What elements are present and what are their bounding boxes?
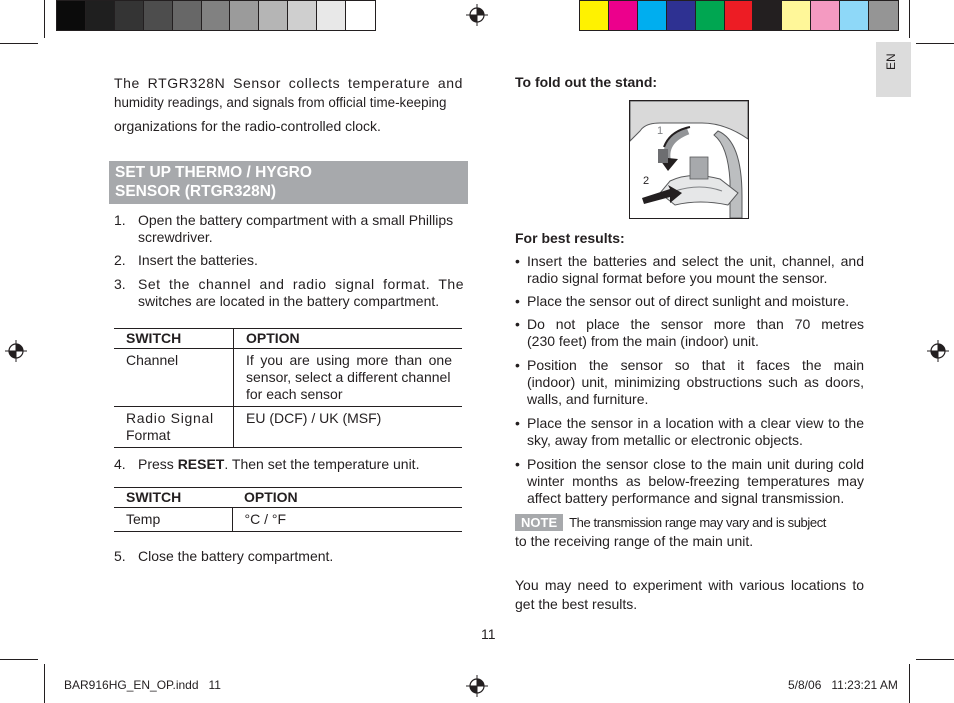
table-cell: If you are using more than one	[246, 352, 452, 368]
language-tab	[876, 42, 911, 97]
color-swatch	[57, 1, 86, 30]
process-color-bar	[579, 0, 899, 31]
color-swatch	[115, 1, 144, 30]
callout-2: 2	[643, 175, 650, 187]
step-text: screwdriver.	[138, 229, 213, 245]
color-swatch	[86, 1, 115, 30]
crop-mark	[916, 659, 954, 660]
step-number: 4.	[114, 456, 126, 472]
section-heading	[109, 161, 468, 204]
crop-mark	[0, 43, 38, 44]
color-swatch	[782, 1, 811, 30]
footer-file-name: BAR916HG_EN_OP.indd 11	[64, 678, 221, 692]
crop-mark	[44, 0, 45, 38]
closing-line: You may need to experiment with various locations to	[515, 577, 864, 593]
color-swatch	[202, 1, 231, 30]
bullet-text: (indoor) unit, minimizing obstructions such as doors,	[527, 374, 864, 390]
section-heading-line: SENSOR (RTGR328N)	[115, 183, 277, 200]
color-swatch	[753, 1, 782, 30]
step-text: Insert the batteries.	[138, 252, 258, 268]
table-header: SWITCH	[114, 488, 232, 508]
table-cell: Temp	[114, 508, 232, 532]
bullet-text: Place the sensor in a location with a clear view to the	[527, 415, 864, 431]
stand-illustration	[629, 100, 749, 219]
reset-keyword: RESET	[177, 456, 225, 472]
color-swatch	[173, 1, 202, 30]
bullet-text: radio signal format before you mount the sensor.	[527, 270, 828, 286]
color-swatch	[259, 1, 288, 30]
bullet-icon: •	[515, 415, 520, 431]
stand-diagram-icon	[630, 101, 748, 218]
language-tab-label: EN	[884, 53, 898, 70]
table-header: SWITCH	[114, 329, 234, 349]
registration-mark-icon	[466, 4, 488, 26]
switch-table-2	[114, 487, 462, 532]
color-swatch	[144, 1, 173, 30]
footer-timestamp: 5/8/06 11:23:21 AM	[788, 678, 898, 692]
color-swatch	[811, 1, 840, 30]
registration-mark-icon	[466, 675, 488, 697]
best-results-title: For best results:	[515, 230, 625, 246]
bullet-text: Place the sensor out of direct sunlight and moisture.	[527, 293, 850, 309]
bullet-text: affect battery performance and signal transmission.	[527, 490, 845, 506]
bullet-text: Position the sensor close to the main unit during cold	[527, 456, 864, 472]
color-swatch	[317, 1, 346, 30]
color-swatch	[230, 1, 259, 30]
step-text: switches are located in the battery compartment.	[138, 293, 440, 309]
intro-line: The RTGR328N Sensor collects temperature and	[114, 75, 463, 91]
page-number: 11	[481, 626, 496, 642]
color-swatch	[696, 1, 725, 30]
closing-paragraph	[515, 576, 864, 614]
table-row	[114, 407, 462, 448]
crop-mark	[916, 43, 954, 44]
bullet-text: sky, away from metallic or electronic objects.	[527, 432, 803, 448]
table-cell: Radio Signal	[126, 410, 214, 426]
step-text: Set the channel and radio signal format. The	[138, 276, 464, 292]
color-swatch	[609, 1, 638, 30]
bullet-icon: •	[515, 293, 520, 309]
color-swatch	[840, 1, 869, 30]
bullet-text: walls, and furniture.	[527, 391, 649, 407]
note-text: to the receiving range of the main unit.	[515, 533, 754, 549]
stand-title: To fold out the stand:	[515, 74, 658, 90]
step-text: Open the battery compartment with a small Phillips	[138, 212, 454, 228]
table-cell: Channel	[126, 352, 179, 368]
intro-line: organizations for the radio-controlled clock.	[114, 118, 381, 134]
bullet-icon: •	[515, 253, 520, 269]
table-cell: for each sensor	[246, 386, 343, 402]
table-row	[114, 508, 462, 532]
table-row	[114, 349, 462, 407]
note-block	[515, 514, 865, 550]
section-heading-line: SET UP THERMO / HYGRO	[115, 164, 312, 181]
step-text: Close the battery compartment.	[138, 548, 334, 564]
color-swatch	[580, 1, 609, 30]
color-swatch	[288, 1, 317, 30]
color-swatch	[725, 1, 754, 30]
bullet-icon: •	[515, 357, 520, 373]
crop-mark	[909, 664, 910, 703]
bullet-icon: •	[515, 456, 520, 472]
closing-line: get the best results.	[515, 596, 638, 612]
crop-mark	[909, 0, 910, 38]
registration-mark-icon	[927, 340, 949, 362]
bullet-icon: •	[515, 316, 520, 332]
table-cell: sensor, select a different channel	[246, 369, 451, 385]
callout-1: 1	[657, 125, 664, 137]
step-number: 5.	[114, 548, 126, 564]
bullet-text: Do not place the sensor more than 70 metres	[527, 316, 864, 332]
note-badge: NOTE	[515, 514, 563, 531]
grayscale-color-bar	[56, 0, 376, 31]
step-text: Press	[138, 456, 178, 472]
color-swatch	[667, 1, 696, 30]
bullet-text: Position the sensor so that it faces the main	[527, 357, 864, 373]
step-number: 3.	[114, 276, 126, 292]
registration-mark-icon	[5, 340, 27, 362]
color-swatch	[346, 1, 375, 30]
step-number: 1.	[114, 212, 126, 228]
table-cell: °C / °F	[232, 508, 462, 532]
bullet-text: Insert the batteries and select the unit, channel, and	[527, 253, 864, 269]
step-text: . Then set the temperature unit.	[224, 456, 420, 472]
crop-mark	[44, 664, 45, 703]
color-swatch	[869, 1, 898, 30]
table-cell: Format	[126, 427, 171, 443]
crop-mark	[0, 659, 38, 660]
table-header: OPTION	[234, 329, 463, 349]
color-swatch	[638, 1, 667, 30]
table-header: OPTION	[232, 488, 462, 508]
table-cell: EU (DCF) / UK (MSF)	[246, 410, 382, 426]
bullet-text: winter months as below-freezing temperatures may	[527, 473, 864, 489]
note-text: The transmission range may vary and is subject	[569, 515, 827, 530]
intro-line: humidity readings, and signals from official time-keeping	[114, 95, 447, 110]
step-number: 2.	[114, 252, 126, 268]
bullet-text: (230 feet) from the main (indoor) unit.	[527, 333, 759, 349]
intro-paragraph	[114, 73, 463, 136]
switch-table-1	[114, 328, 462, 448]
